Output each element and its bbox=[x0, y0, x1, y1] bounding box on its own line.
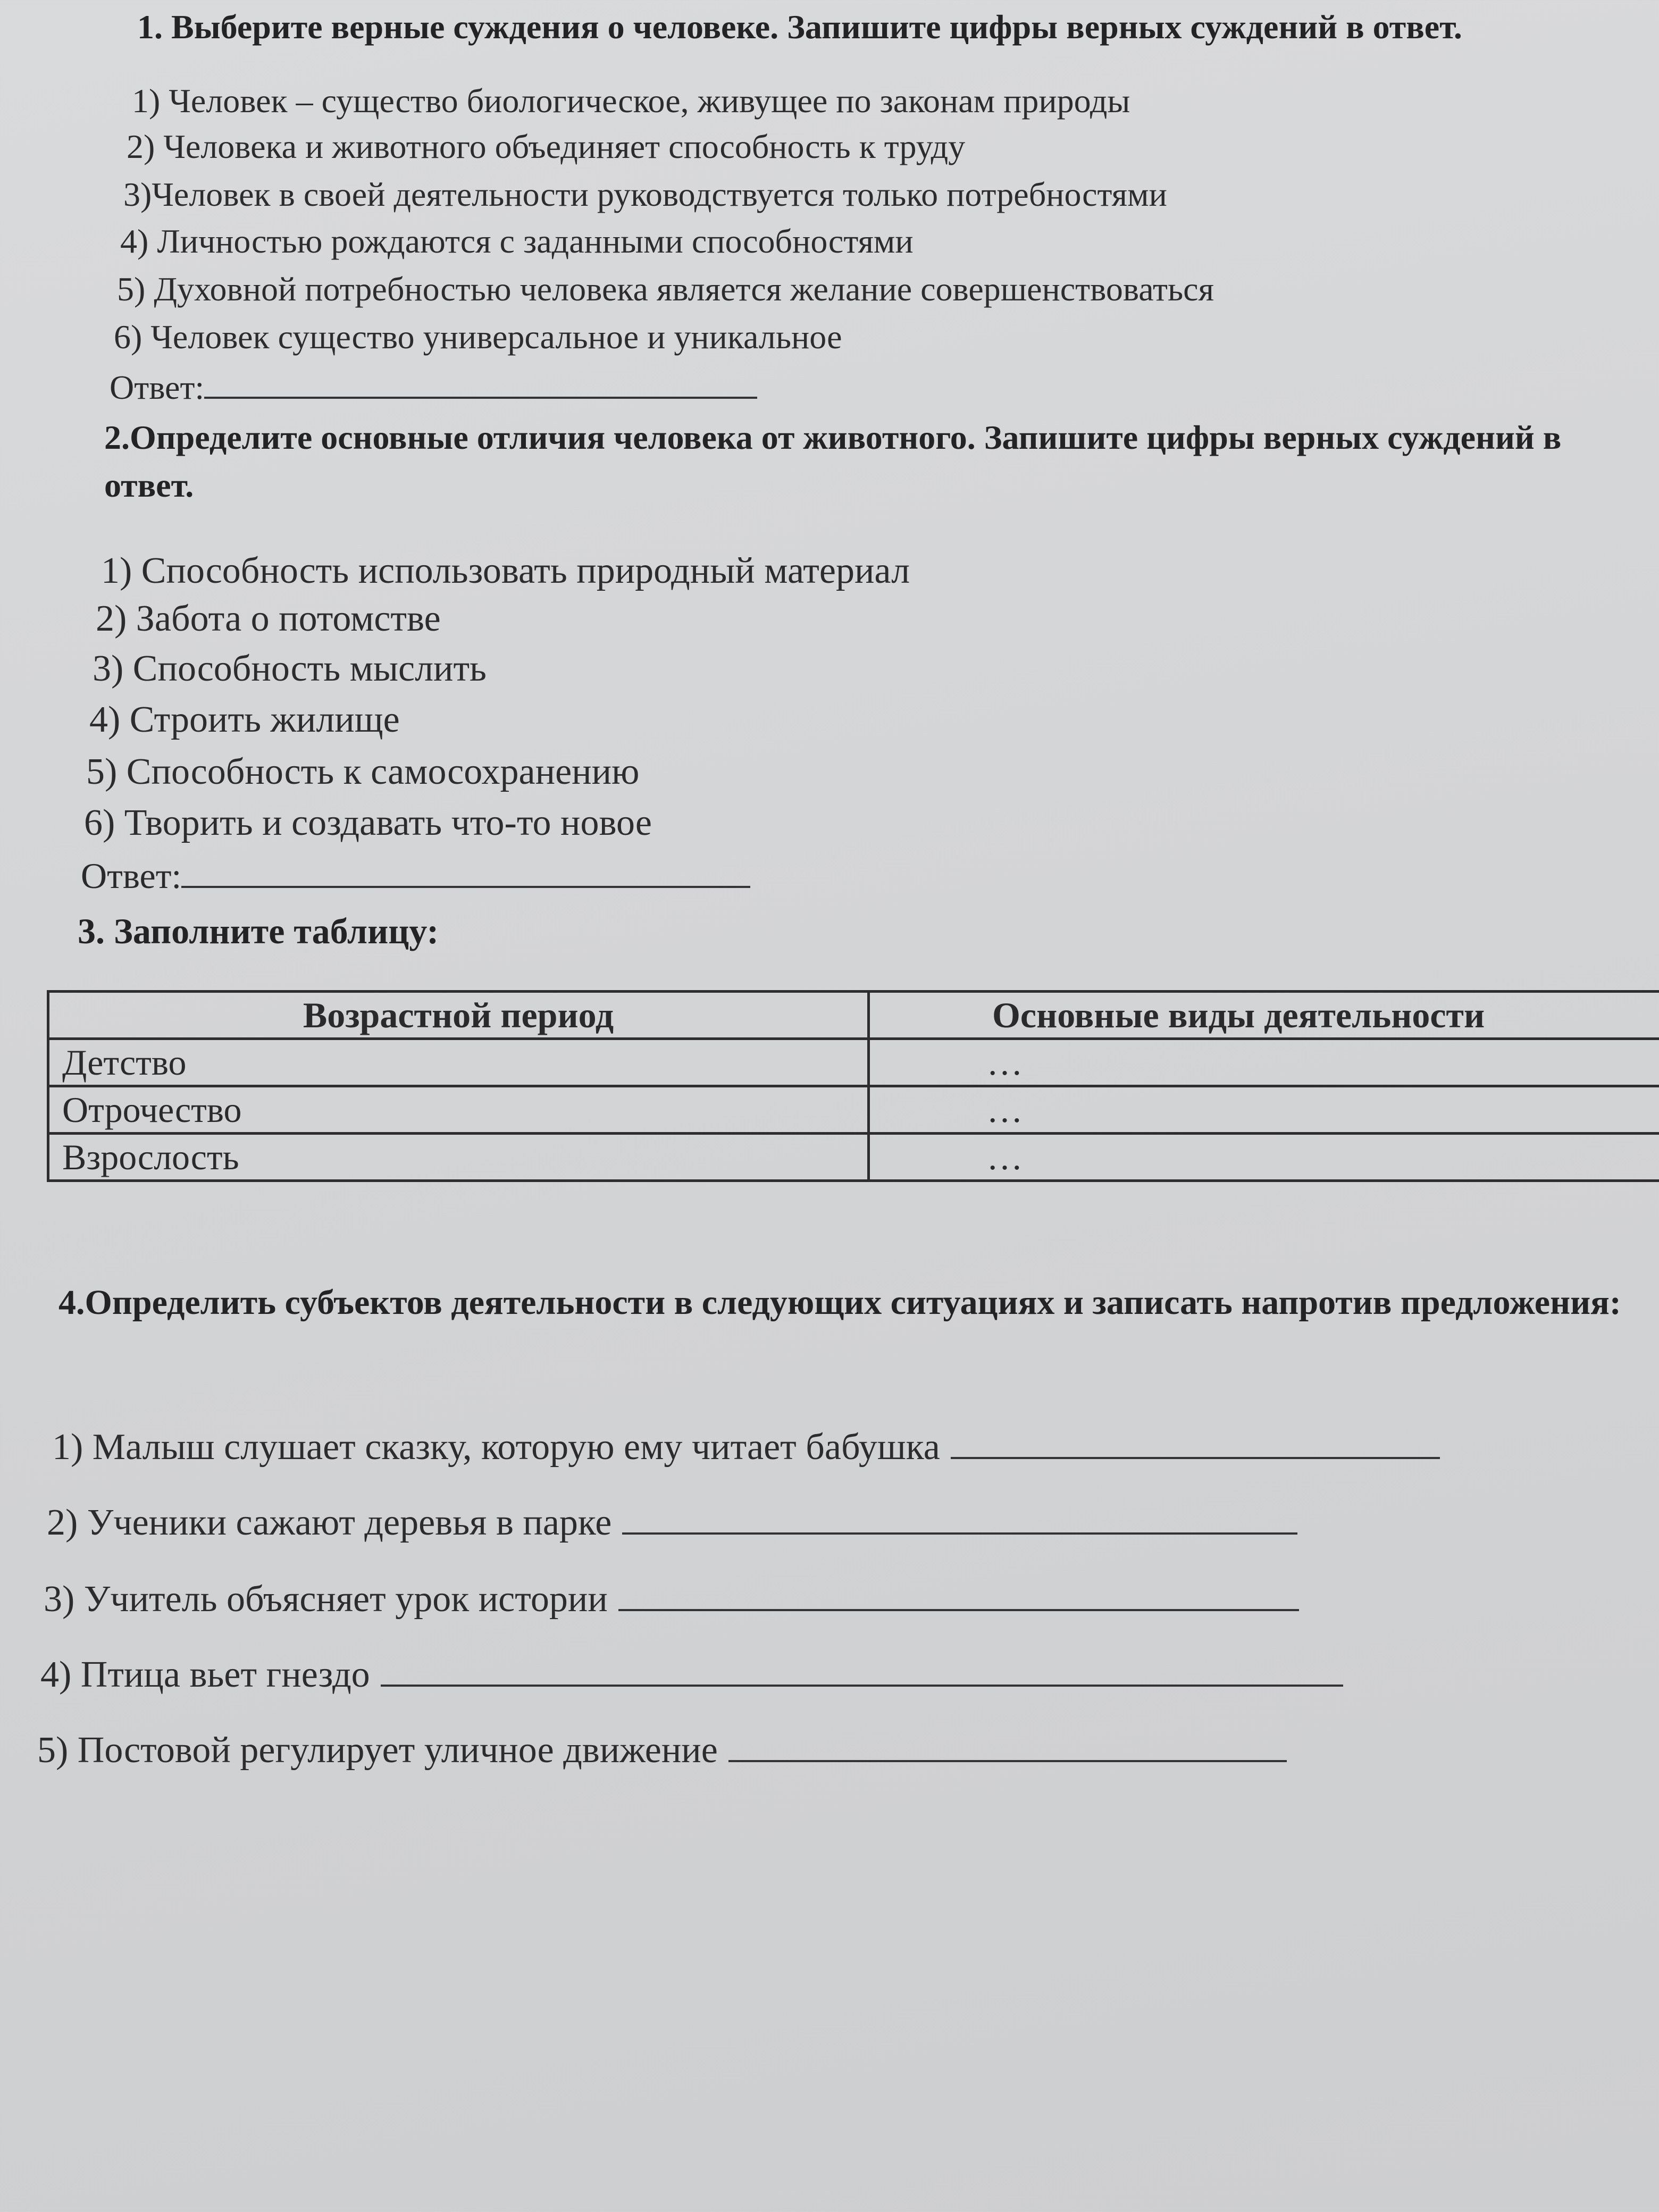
q4-item-4-text: 4) Птица вьет гнездо bbox=[40, 1654, 370, 1695]
age-activity-table bbox=[47, 990, 1659, 1182]
q4-item-3-blank[interactable] bbox=[618, 1577, 1299, 1611]
table-row bbox=[48, 1039, 1659, 1086]
q2-item-1: 1) Способность использовать природный материал bbox=[101, 550, 910, 591]
q2-item-5: 5) Способность к самосохранению bbox=[86, 751, 640, 792]
q2-answer-blank[interactable] bbox=[181, 853, 750, 888]
q2-item-3: 3) Способность мыслить bbox=[93, 648, 487, 689]
table-cell-activity[interactable]: … bbox=[869, 1086, 1659, 1134]
q4-item-1 bbox=[52, 1425, 1440, 1469]
q1-item-3: 3)Человек в своей деятельности руководствуется только потребностями bbox=[123, 175, 1167, 213]
table-cell-activity[interactable]: … bbox=[869, 1039, 1659, 1086]
table-header-age-period: Возрастной период bbox=[48, 992, 869, 1039]
table-header-activities: Основные виды деятельности bbox=[869, 992, 1659, 1039]
q4-item-2 bbox=[47, 1501, 1297, 1544]
question-3-title: 3. Заполните таблицу: bbox=[78, 911, 439, 951]
q4-item-4-blank[interactable] bbox=[381, 1653, 1343, 1687]
q2-item-6: 6) Творить и создавать что-то новое bbox=[84, 802, 652, 843]
question-4-title: 4.Определить субъектов деятельности в следующих ситуациях и записать напротив предложения: bbox=[58, 1283, 1621, 1322]
table-row bbox=[48, 1134, 1659, 1181]
q4-item-2-blank[interactable] bbox=[622, 1501, 1297, 1535]
q1-answer-label: Ответ: bbox=[110, 368, 205, 406]
table-row bbox=[48, 1086, 1659, 1134]
q1-answer-line bbox=[110, 364, 757, 409]
q4-item-5 bbox=[37, 1728, 1287, 1772]
q1-item-4: 4) Личностью рождаются с заданными способностями bbox=[120, 222, 914, 260]
q2-answer-label: Ответ: bbox=[81, 856, 182, 896]
q1-item-2: 2) Человека и животного объединяет способность к труду bbox=[127, 128, 966, 165]
q2-item-4: 4) Строить жилище bbox=[89, 699, 400, 740]
q2-answer-line bbox=[81, 853, 750, 897]
q4-item-2-text: 2) Ученики сажают деревья в парке bbox=[47, 1502, 612, 1543]
q4-item-3 bbox=[44, 1577, 1299, 1621]
q4-item-1-blank[interactable] bbox=[951, 1425, 1440, 1459]
q1-item-5: 5) Духовной потребностью человека является желание совершенствоваться bbox=[117, 270, 1214, 308]
question-1-title: 1. Выберите верные суждения о человеке. Запишите цифры верных суждений в ответ. bbox=[137, 8, 1462, 46]
question-2-title: 2.Определите основные отличия человека от животного. Запишите цифры верных суждений в ответ. bbox=[104, 418, 1562, 504]
table-header-row bbox=[48, 992, 1659, 1039]
q4-item-3-text: 3) Учитель объясняет урок истории bbox=[44, 1579, 608, 1620]
q4-item-5-text: 5) Постовой регулирует уличное движение bbox=[37, 1730, 718, 1771]
q1-answer-blank[interactable] bbox=[204, 364, 757, 399]
table-cell-activity[interactable]: … bbox=[869, 1134, 1659, 1181]
q4-item-4 bbox=[40, 1653, 1343, 1696]
q1-item-1: 1) Человек – существо биологическое, живущее по законам природы bbox=[132, 82, 1130, 120]
table-cell-period: Взрослость bbox=[48, 1134, 869, 1181]
table-cell-period: Отрочество bbox=[48, 1086, 869, 1134]
table-cell-period: Детство bbox=[48, 1039, 869, 1086]
q1-item-6: 6) Человек существо универсальное и уникальное bbox=[114, 318, 842, 356]
q4-item-1-text: 1) Малыш слушает сказку, которую ему читает бабушка bbox=[52, 1427, 940, 1468]
q2-item-2: 2) Забота о потомстве bbox=[96, 598, 441, 639]
q4-item-5-blank[interactable] bbox=[728, 1728, 1287, 1762]
